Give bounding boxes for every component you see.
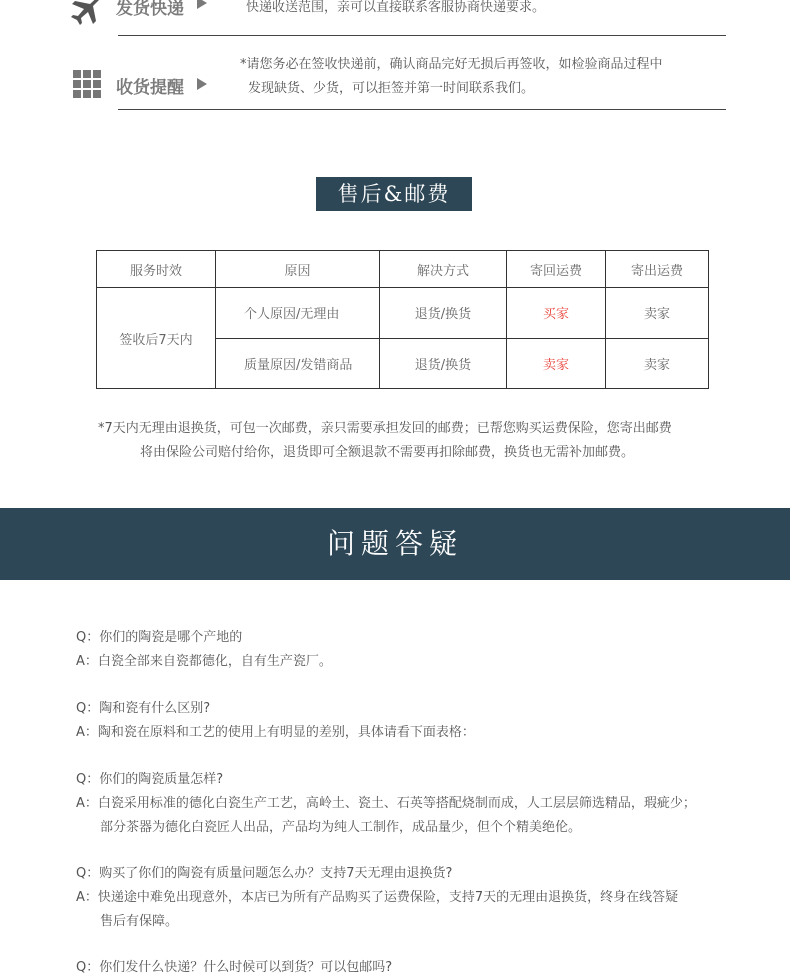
table-header-cell: 寄回运费 xyxy=(507,251,606,288)
return-fee-cell: 卖家 xyxy=(507,338,606,389)
faq-question: Q：购买了你们的陶瓷有质量问题怎么办？支持7天无理由退换货? xyxy=(76,866,453,881)
faq-answer-continued: 部分茶器为德化白瓷匠人出品，产品均为纯人工制作，成品量少，但个个精美绝伦。 xyxy=(100,820,582,835)
send-fee-cell: 卖家 xyxy=(606,288,709,339)
reason-cell: 个人原因/无理由 xyxy=(216,288,380,339)
play-arrow-icon xyxy=(197,0,207,9)
send-fee-cell: 卖家 xyxy=(606,338,709,389)
after-sales-banner: 售后&邮费 xyxy=(316,177,472,211)
airplane-icon xyxy=(70,0,104,30)
after-sales-table xyxy=(96,250,709,389)
table-header-cell: 原因 xyxy=(216,251,380,288)
return-fee-cell: 买家 xyxy=(507,288,606,339)
shipping-row-text: 发现缺货、少货，可以拒签并第一时间联系我们。 xyxy=(248,81,535,96)
solution-cell: 退货/换货 xyxy=(380,288,507,339)
shipping-row-text: 快递收送范围，亲可以直接联系客服协商快递要求。 xyxy=(246,0,546,15)
divider xyxy=(118,109,726,110)
table-header-row xyxy=(97,251,709,288)
after-sales-note: 将由保险公司赔付给你，退货即可全额退款不需要再扣除邮费，换货也无需补加邮费。 xyxy=(140,445,635,460)
faq-answer: A：白瓷采用标准的德化白瓷生产工艺，高岭土、瓷土、石英等搭配烧制而成，人工层层筛选精品，瑕疵少； xyxy=(76,796,696,811)
faq-answer: A：快递途中难免出现意外，本店已为所有产品购买了运费保险，支持7天的无理由退换货，终身在线答疑 xyxy=(76,890,679,905)
faq-answer: A：白瓷全部来自瓷都德化，自有生产瓷厂。 xyxy=(76,654,332,669)
reason-cell: 质量原因/发错商品 xyxy=(216,338,380,389)
table-header-cell: 服务时效 xyxy=(97,251,216,288)
table-row xyxy=(97,288,709,339)
table-header-cell: 解决方式 xyxy=(380,251,507,288)
shipping-row-text: *请您务必在签收快递前，确认商品完好无损后再签收，如检验商品过程中 xyxy=(240,57,663,72)
faq-banner: 问题答疑 xyxy=(0,508,790,580)
divider xyxy=(118,35,726,36)
after-sales-note: *7天内无理由退换货，可包一次邮费，亲只需要承担发回的邮费；已帮您购买运费保险，您寄出邮费 xyxy=(98,421,672,436)
faq-question: Q：陶和瓷有什么区别? xyxy=(76,701,211,716)
table-header-cell: 寄出运费 xyxy=(606,251,709,288)
faq-question: Q：你们的陶瓷质量怎样? xyxy=(76,772,224,787)
shipping-row-title: 发货快递 xyxy=(116,0,184,19)
shipping-row-title: 收货提醒 xyxy=(116,78,184,98)
faq-question: Q：你们的陶瓷是哪个产地的 xyxy=(76,630,243,645)
solution-cell: 退货/换货 xyxy=(380,338,507,389)
grid-icon xyxy=(73,70,101,102)
play-arrow-icon xyxy=(197,78,207,90)
service-period-cell: 签收后7天内 xyxy=(97,288,216,389)
faq-answer-continued: 售后有保障。 xyxy=(100,914,179,929)
faq-answer: A：陶和瓷在原料和工艺的使用上有明显的差别，具体请看下面表格： xyxy=(76,725,475,740)
faq-question: Q：你们发什么快递？什么时候可以到货？可以包邮吗? xyxy=(76,960,393,975)
